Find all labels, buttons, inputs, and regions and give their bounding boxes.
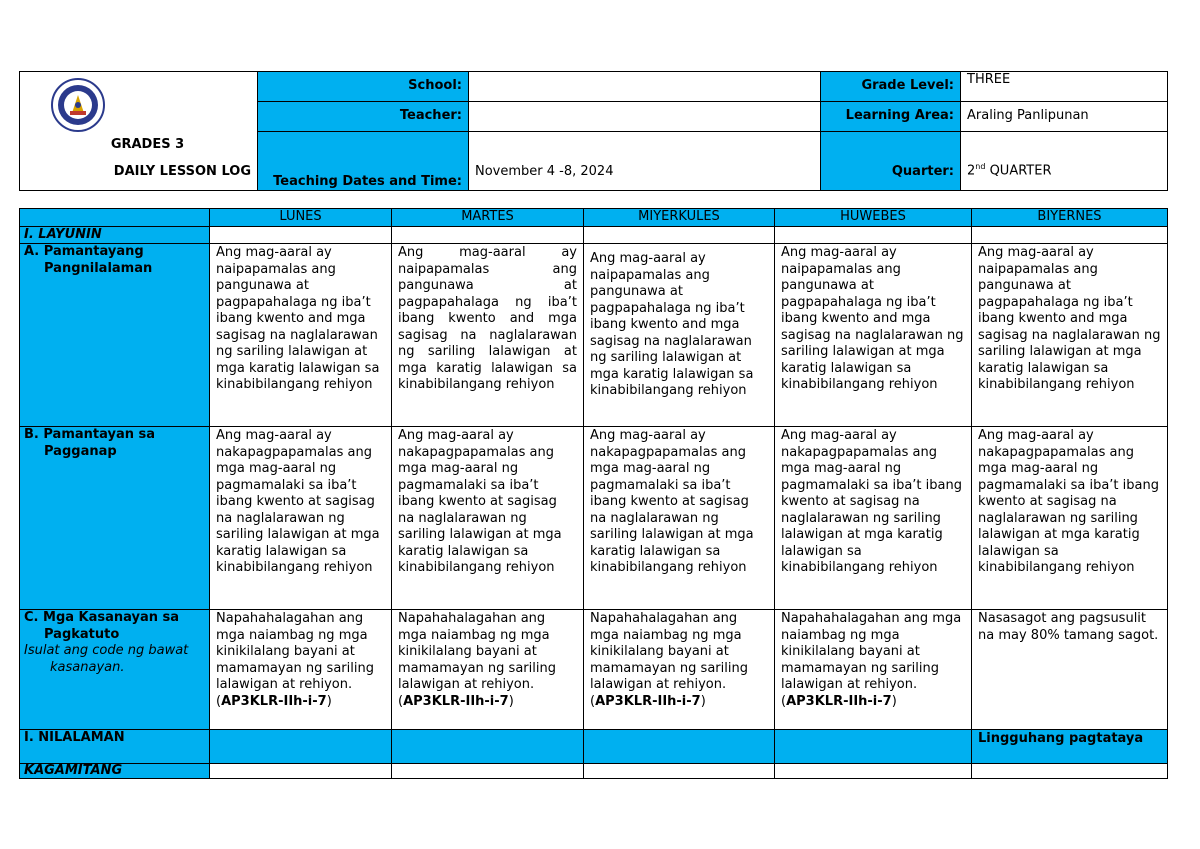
row-c-text: Napahahalagahan ang mga naiambag ng mga kinikilalang bayani at mamamayan ng sariling lalawigan at rehiyon.	[216, 611, 374, 692]
row-c-text: Napahahalagahan ang mga naiambag ng mga kinikilalang bayani at mamamayan ng sariling lalawigan at rehiyon.	[398, 611, 556, 692]
quarter-text: QUARTER	[985, 163, 1052, 179]
nilalaman-cell[interactable]	[584, 730, 775, 764]
kagamitang-row	[20, 764, 1168, 779]
quarter-value[interactable]	[961, 132, 1168, 191]
quarter-num: 2	[967, 163, 976, 179]
row-c-code: AP3KLR-IIh-i-7	[221, 693, 327, 709]
school-value[interactable]	[469, 72, 821, 102]
grade-label: Grade Level:	[821, 72, 961, 102]
row-c-label-1: C. Mga Kasanayan sa	[24, 610, 180, 625]
row-c-cell-lunes[interactable]	[210, 610, 392, 730]
row-a-cell-lunes[interactable]: Ang mag-aaral ay naipapamalas ang pangunawa at pagpapahalaga ng iba’t ibang kwento and mga sagisag na naglalarawan ng sariling lalawigan at mga karatig lalawigan sa kinabibilangang rehiyon	[210, 244, 392, 427]
row-b-cell-lunes[interactable]: Ang mag-aaral ay nakapagpapamalas ang mga mag-aaral ng pagmamalaki sa iba’t ibang kwento at sagisag na naglalarawan ng sariling lalawigan at mga karatig lalawigan sa kinabibilangang rehiyon	[210, 427, 392, 610]
nilalaman-cell[interactable]	[392, 730, 584, 764]
row-c-note-2: kasanayan.	[50, 659, 125, 675]
row-c-cell-biyernes[interactable]: Nasasagot ang pagsusulit na may 80% tamang sagot.	[972, 610, 1168, 730]
deped-seal-icon	[50, 77, 106, 133]
logo-title-cell	[20, 72, 258, 191]
row-c-text: Napahahalagahan ang mga naiambag ng mga kinikilalang bayani at mamamayan ng sariling lalawigan at rehiyon.	[590, 611, 748, 692]
nilalaman-row	[20, 730, 1168, 764]
nilalaman-label: I. NILALAMAN	[20, 730, 210, 764]
layunin-row	[20, 226, 1168, 244]
days-row	[20, 209, 1168, 227]
row-b-cell-miyerkules[interactable]: Ang mag-aaral ay nakapagpapamalas ang mga mag-aaral ng pagmamalaki sa iba’t ibang kwento at sagisag na naglalarawan ng sariling lalawigan at mga karatig lalawigan sa kinabibilangang rehiyon	[584, 427, 775, 610]
days-corner	[20, 209, 210, 227]
day-miyerkules: MIYERKULES	[584, 209, 775, 227]
row-a-cell-martes[interactable]: Ang mag-aaral ay naipapamalas ang pangunawa at pagpapahalaga ng iba’t ibang kwento and mga sagisag na naglalarawan ng sariling lalawigan at mga karatig lalawigan sa kinabibilangang rehiyon	[392, 244, 584, 427]
row-b-cell-martes[interactable]: Ang mag-aaral ay nakapagpapamalas ang mga mag-aaral ng pagmamalaki sa iba’t ibang kwento at sagisag na naglalarawan ng sariling lalawigan at mga karatig lalawigan sa kinabibilangang rehiyon	[392, 427, 584, 610]
row-c-code-close: )	[700, 693, 706, 709]
layunin-cell[interactable]	[392, 226, 584, 244]
day-biyernes: BIYERNES	[972, 209, 1168, 227]
row-c-label-2: Pagkatuto	[44, 626, 120, 642]
title-line-1: GRADES 3	[110, 137, 185, 152]
dates-label: Teaching Dates and Time:	[258, 132, 469, 191]
row-a-cell-huwebes[interactable]: Ang mag-aaral ay naipapamalas ang pangunawa at pagpapahalaga ng iba’t ibang kwento and mga sagisag na naglalarawan ng sariling lalawigan at mga karatig lalawigan sa kinabibilangang rehiyon	[775, 244, 972, 427]
kagamitang-cell[interactable]	[392, 764, 584, 779]
row-c-code: AP3KLR-IIh-i-7	[786, 693, 892, 709]
kagamitang-label: KAGAMITANG	[20, 764, 210, 779]
lesson-table	[19, 208, 1168, 779]
layunin-label: I. LAYUNIN	[20, 226, 210, 244]
row-c-label	[20, 610, 210, 730]
row-c-code: AP3KLR-IIh-i-7	[595, 693, 701, 709]
row-b-cell-biyernes[interactable]: Ang mag-aaral ay nakapagpapamalas ang mga mag-aaral ng pagmamalaki sa iba’t ibang kwento at sagisag na naglalarawan ng sariling lalawigan at mga karatig lalawigan sa kinabibilangang rehiyon	[972, 427, 1168, 610]
row-c-code-open: (	[216, 693, 222, 709]
row-c-code-close: )	[326, 693, 332, 709]
quarter-label: Quarter:	[821, 132, 961, 191]
layunin-cell[interactable]	[210, 226, 392, 244]
teacher-value[interactable]	[469, 102, 821, 132]
layunin-cell[interactable]	[972, 226, 1168, 244]
day-martes: MARTES	[392, 209, 584, 227]
row-a	[20, 244, 1168, 427]
row-a-label	[20, 244, 210, 427]
row-c-code: AP3KLR-IIh-i-7	[403, 693, 509, 709]
grade-value[interactable]: THREE	[961, 72, 1168, 102]
row-c-text: Napahahalagahan ang mga naiambag ng mga kinikilalang bayani at mamamayan ng sariling lalawigan at rehiyon.	[781, 611, 962, 692]
kagamitang-cell[interactable]	[972, 764, 1168, 779]
row-c-code-open: (	[781, 693, 787, 709]
school-label: School:	[258, 72, 469, 102]
row-b	[20, 427, 1168, 610]
row-c-code-close: )	[891, 693, 897, 709]
layunin-cell[interactable]	[775, 226, 972, 244]
day-lunes: LUNES	[210, 209, 392, 227]
title-line-2: DAILY LESSON LOG	[113, 163, 251, 179]
nilalaman-cell[interactable]	[775, 730, 972, 764]
row-b-cell-huwebes[interactable]: Ang mag-aaral ay nakapagpapamalas ang mga mag-aaral ng pagmamalaki sa iba’t ibang kwento at sagisag na naglalarawan ng sariling lalawigan at mga karatig lalawigan sa kinabibilangang rehiyon	[775, 427, 972, 610]
quarter-sup: nd	[975, 162, 986, 172]
row-c-cell-huwebes[interactable]	[775, 610, 972, 730]
kagamitang-cell[interactable]	[584, 764, 775, 779]
row-b-label	[20, 427, 210, 610]
layunin-cell[interactable]	[584, 226, 775, 244]
dates-value[interactable]: November 4 -8, 2024	[469, 132, 821, 191]
row-a-cell-biyernes[interactable]: Ang mag-aaral ay naipapamalas ang pangunawa at pagpapahalaga ng iba’t ibang kwento and mga sagisag na naglalarawan ng sariling lalawigan at mga karatig lalawigan sa kinabibilangang rehiyon	[972, 244, 1168, 427]
row-a-cell-miyerkules[interactable]: Ang mag-aaral ay naipapamalas ang pangunawa at pagpapahalaga ng iba’t ibang kwento and mga sagisag na naglalarawan ng sariling lalawigan at mga karatig lalawigan sa kinabibilangang rehiyon	[584, 244, 775, 427]
row-b-label-1: B. Pamantayan sa	[24, 427, 156, 442]
day-huwebes: HUWEBES	[775, 209, 972, 227]
row-c-code-open: (	[590, 693, 596, 709]
teacher-label: Teacher:	[258, 102, 469, 132]
nilalaman-cell-biyernes[interactable]: Lingguhang pagtataya	[972, 730, 1168, 764]
nilalaman-cell[interactable]	[210, 730, 392, 764]
row-c-cell-miyerkules[interactable]	[584, 610, 775, 730]
row-a-label-2: Pangnilalaman	[44, 260, 153, 276]
row-c-code-close: )	[508, 693, 514, 709]
header-table	[19, 71, 1168, 191]
row-b-label-2: Pagganap	[44, 443, 117, 459]
row-c-code-open: (	[398, 693, 404, 709]
area-label: Learning Area:	[821, 102, 961, 132]
kagamitang-cell[interactable]	[210, 764, 392, 779]
row-c	[20, 610, 1168, 730]
row-c-note-1: Isulat ang code ng bawat	[24, 643, 189, 658]
area-value[interactable]: Araling Panlipunan	[961, 102, 1168, 132]
kagamitang-cell[interactable]	[775, 764, 972, 779]
row-a-label-1: A. Pamantayang	[24, 244, 144, 259]
row-c-cell-martes[interactable]	[392, 610, 584, 730]
